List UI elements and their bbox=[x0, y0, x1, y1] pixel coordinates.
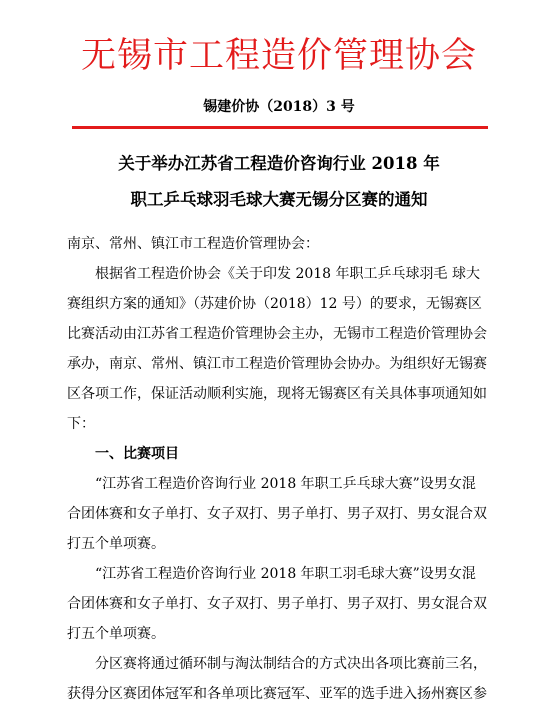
paragraph-line: 承办，南京、常州、镇江市工程造价管理协会协办。为组织好无锡赛 bbox=[67, 356, 487, 372]
paragraph-line: “江苏省工程造价咨询行业 2018 年职工羽毛球大赛”设男女混 bbox=[95, 566, 476, 582]
paragraph-line: 比赛活动由江苏省工程造价管理协会主办，无锡市工程造价管理协会 bbox=[67, 326, 487, 342]
paragraph-4 bbox=[67, 649, 493, 709]
document-number: 锡建价协（2018）3 号 bbox=[203, 99, 355, 115]
org-title: 无锡市工程造价管理协会 bbox=[80, 36, 477, 76]
paragraph-line: “江苏省工程造价咨询行业 2018 年职工乒乓球大赛”设男女混 bbox=[95, 476, 476, 492]
paragraph-line: 合团体赛和女子单打、女子双打、男子单打、男子双打、男女混合双 bbox=[67, 506, 487, 522]
paragraph-line: 合团体赛和女子单打、女子双打、男子单打、男子双打、男女混合双 bbox=[67, 596, 487, 612]
section-heading: 一、比赛项目 bbox=[95, 446, 179, 462]
salutation: 南京、常州、镇江市工程造价管理协会： bbox=[67, 236, 319, 252]
paragraph-line: 分区赛将通过循环制与淘汰制结合的方式决出各项比赛前三名， bbox=[95, 656, 487, 672]
document-body bbox=[67, 229, 493, 709]
paragraph-line: 获得分区赛团体冠军和各单项比赛冠军、亚军的选手进入扬州赛区参 bbox=[67, 686, 487, 702]
red-divider bbox=[72, 126, 488, 129]
notice-title-line-2: 职工乒乓球羽毛球大赛无锡分区赛的通知 bbox=[130, 190, 428, 209]
notice-title-line-1: 关于举办江苏省工程造价咨询行业 2018 年 bbox=[118, 154, 440, 173]
paragraph-2 bbox=[67, 469, 493, 559]
paragraph-line: 根据省工程造价协会《关于印发 2018 年职工乒乓球羽毛 球大 bbox=[95, 266, 480, 282]
paragraph-line: 赛组织方案的通知》（苏建价协（2018）12 号）的要求，无锡赛区 bbox=[67, 296, 482, 312]
paragraph-line: 下： bbox=[67, 416, 95, 432]
paragraph-line: 打五个单项赛。 bbox=[67, 536, 165, 552]
paragraph-3 bbox=[67, 559, 493, 649]
paragraph-line: 打五个单项赛。 bbox=[67, 626, 165, 642]
paragraph-1 bbox=[67, 259, 493, 439]
paragraph-line: 区各项工作，保证活动顺利实施，现将无锡赛区有关具体事项通知如 bbox=[67, 386, 487, 402]
